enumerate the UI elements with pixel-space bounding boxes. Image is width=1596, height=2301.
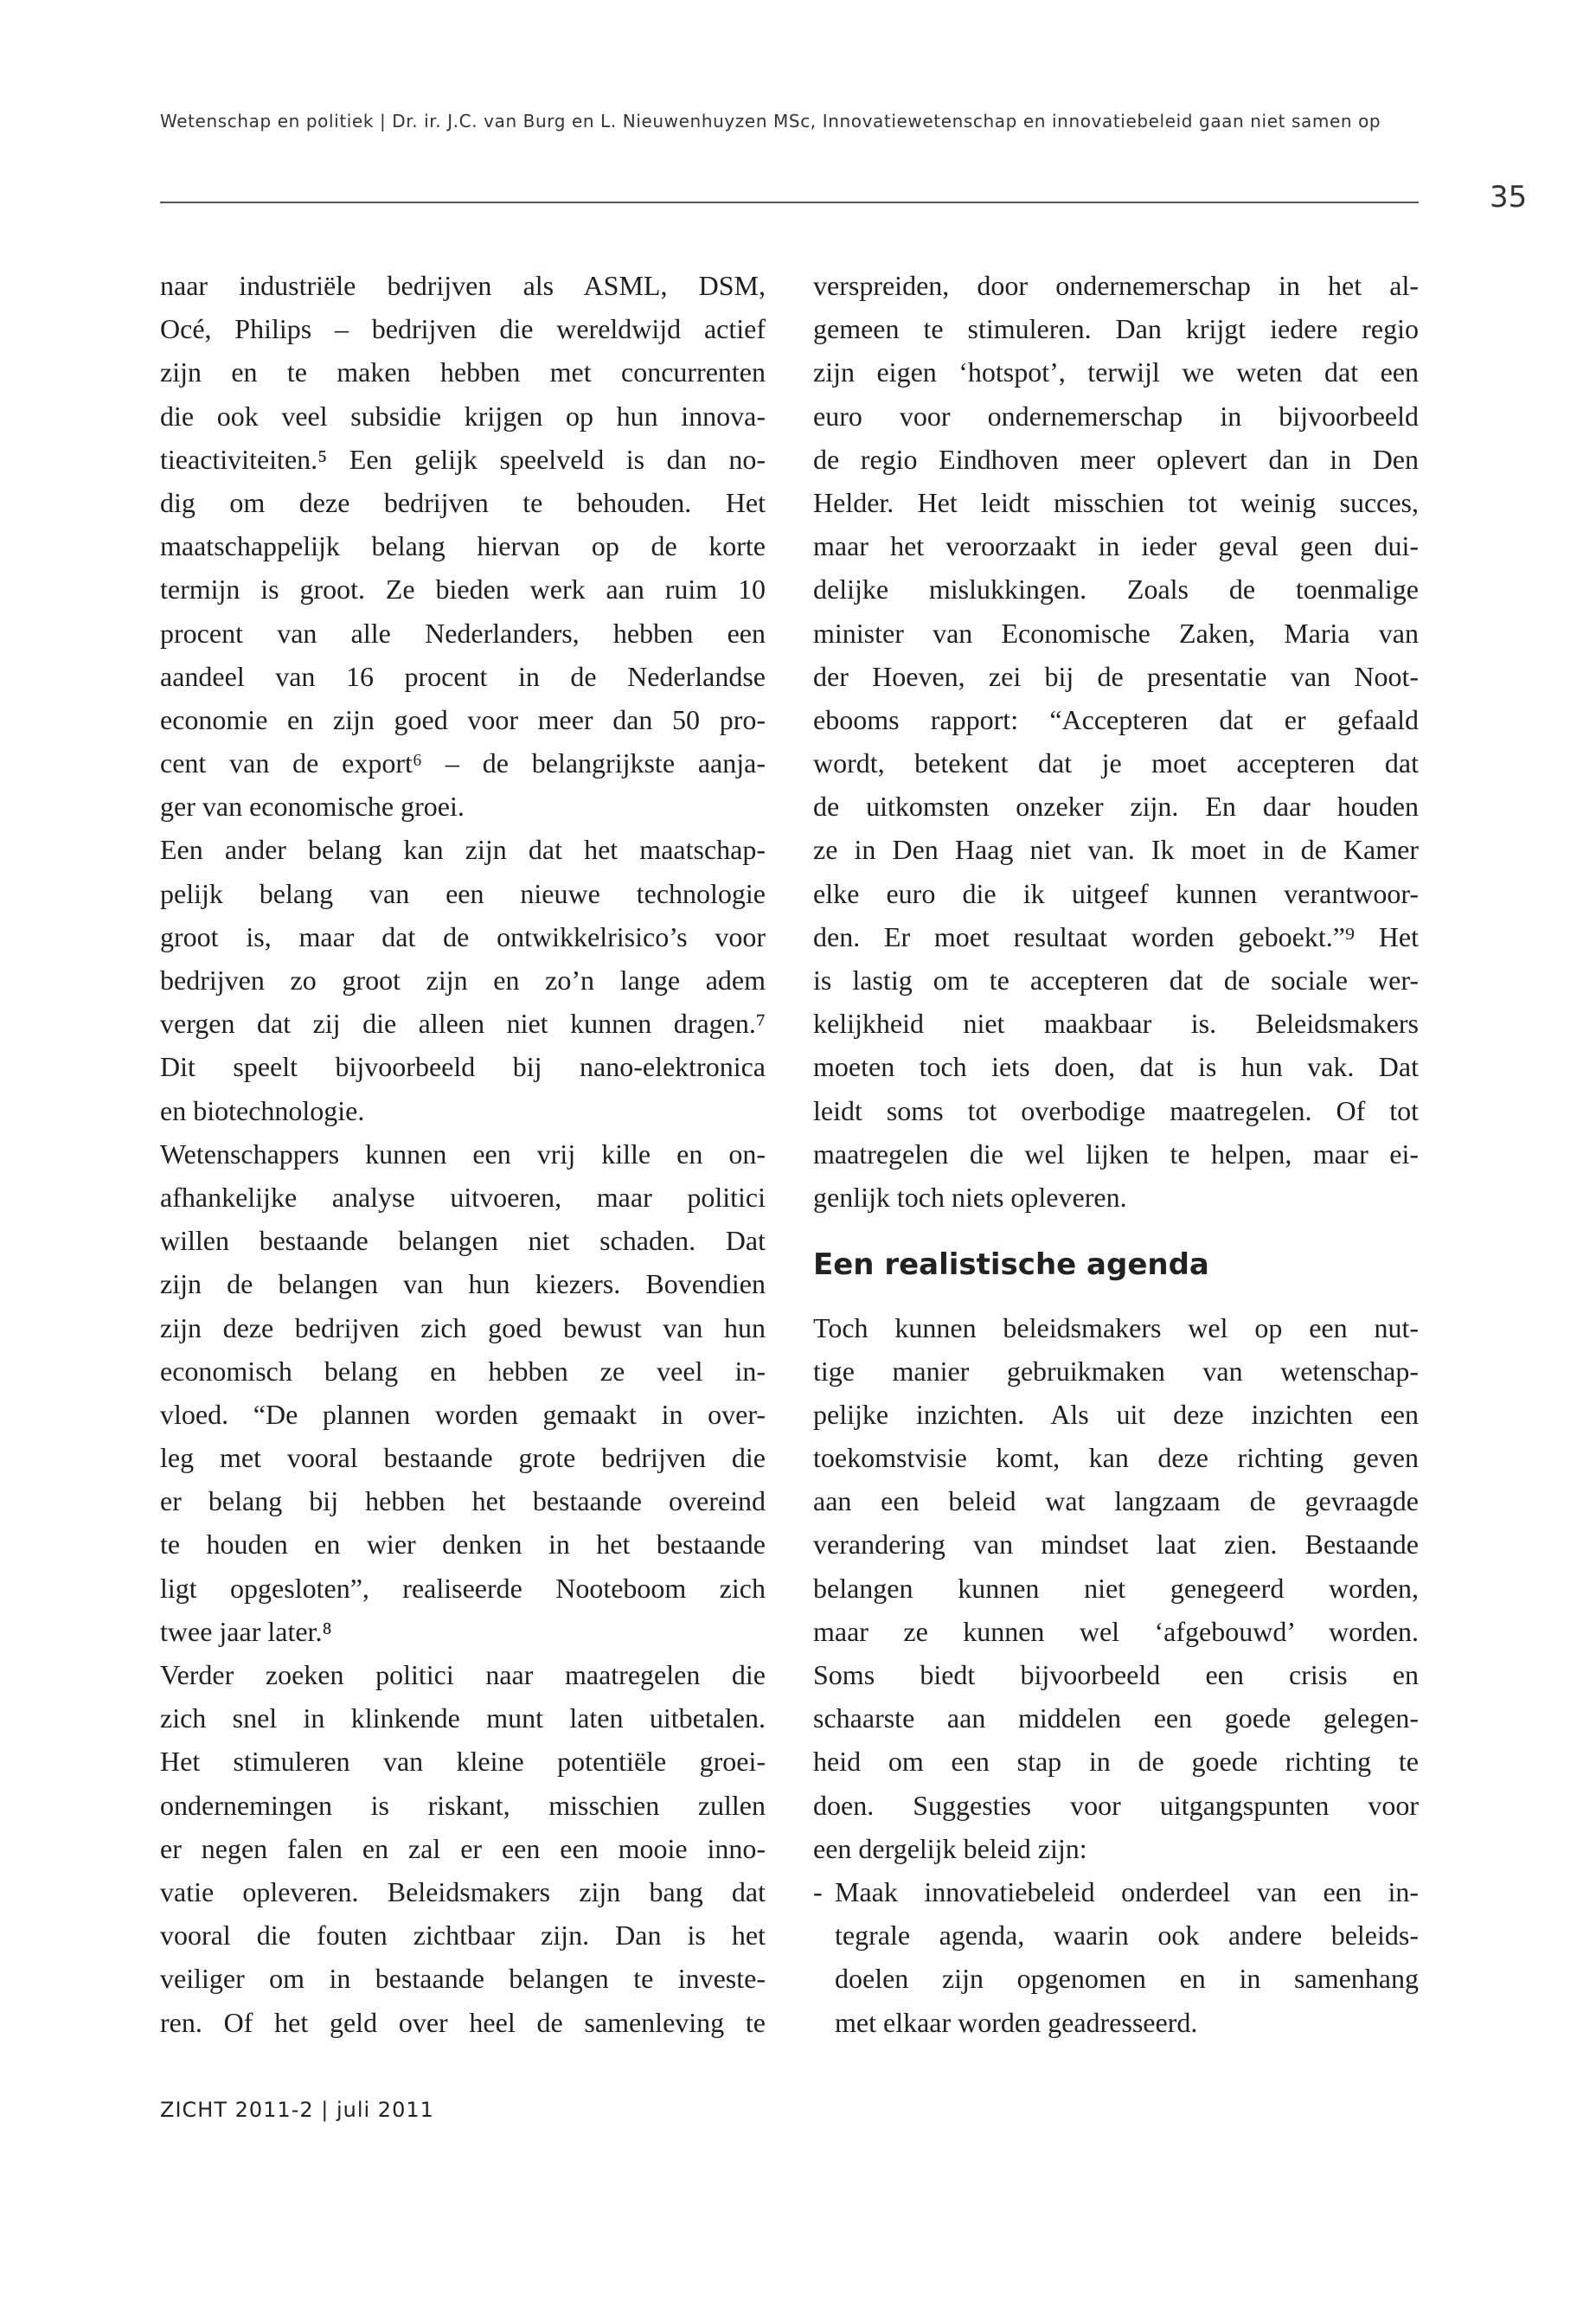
paragraph: [160, 264, 766, 828]
text-line: vergen dat zij die alleen niet kunnen dragen.⁷: [160, 1008, 766, 1040]
text-line: schaarste aan middelen een goede gelegen-: [813, 1702, 1419, 1734]
text-line: de regio Eindhoven meer oplevert dan in Den: [813, 443, 1419, 475]
text-line: elke euro die ik uitgeef kunnen verantwoor-: [813, 877, 1419, 909]
text-line: ger van economische groei.: [160, 791, 465, 823]
header-rule: [160, 202, 1419, 203]
text-line: Wetenschappers kunnen een vrij kille en on-: [160, 1138, 766, 1170]
text-line: ren. Of het geld over heel de samenleving te: [160, 2006, 766, 2038]
text-line: er negen falen en zal er een een mooie inno-: [160, 1832, 766, 1864]
text-line: Toch kunnen beleidsmakers wel op een nut-: [813, 1311, 1419, 1343]
text-line: Soms biedt bijvoorbeeld een crisis en: [813, 1659, 1419, 1691]
text-line: gemeen te stimuleren. Dan krijgt iedere regio: [813, 313, 1419, 345]
page-number: 35: [1490, 180, 1528, 215]
text-line: Een ander belang kan zijn dat het maatschap-: [160, 834, 766, 866]
text-line: die ook veel subsidie krijgen op hun innova-: [160, 400, 766, 432]
text-line: toekomstvisie komt, kan deze richting geven: [813, 1442, 1419, 1474]
section-heading: Een realistische agenda: [813, 1247, 1209, 1283]
text-line: willen bestaande belangen niet schaden. Dat: [160, 1225, 766, 1257]
paragraph: [160, 828, 766, 1131]
paragraph: [813, 1306, 1419, 1870]
text-line: leidt soms tot overbodige maatregelen. Of tot: [813, 1094, 1419, 1126]
text-line: tige manier gebruikmaken van wetenschap-: [813, 1355, 1419, 1387]
paragraph: [160, 1132, 766, 1653]
text-line: maatschappelijk belang hiervan op de korte: [160, 530, 766, 562]
text-line: procent van alle Nederlanders, hebben een: [160, 617, 766, 649]
text-line: doelen zijn opgenomen en in samenhang: [835, 1963, 1419, 1995]
footer: ZICHT 2011-2 | juli 2011: [160, 2098, 434, 2122]
text-line: leg met vooral bestaande grote bedrijven die: [160, 1442, 766, 1474]
text-line: termijn is groot. Ze bieden werk aan ruim 10: [160, 574, 766, 606]
text-line: economisch belang en hebben ze veel in-: [160, 1355, 766, 1387]
text-line: delijke mislukkingen. Zoals de toenmalige: [813, 574, 1419, 606]
text-line: dig om deze bedrijven te behouden. Het: [160, 486, 766, 518]
text-line: de uitkomsten onzeker zijn. En daar houden: [813, 791, 1419, 823]
text-line: genlijk toch niets opleveren.: [813, 1181, 1127, 1213]
text-line: ze in Den Haag niet van. Ik moet in de Kamer: [813, 834, 1419, 866]
text-line: pelijk belang van een nieuwe technologie: [160, 877, 766, 909]
text-line: ligt opgesloten”, realiseerde Nooteboom zich: [160, 1572, 766, 1604]
text-line: Dit speelt bijvoorbeeld bij nano-elektronica: [160, 1051, 766, 1083]
text-line: is lastig om te accepteren dat de sociale wer-: [813, 965, 1419, 996]
text-line: wordt, betekent dat je moet accepteren dat: [813, 747, 1419, 779]
text-line: zich snel in klinkende munt laten uitbetalen.: [160, 1702, 766, 1734]
text-line: cent van de export⁶ – de belangrijkste aanja-: [160, 747, 766, 779]
text-line: zijn deze bedrijven zich goed bewust van hun: [160, 1311, 766, 1343]
paragraph: [813, 264, 1419, 1219]
text-line: den. Er moet resultaat worden geboekt.”⁹ Het: [813, 920, 1419, 952]
text-line: verspreiden, door ondernemerschap in het al-: [813, 270, 1419, 301]
text-line: tegrale agenda, waarin ook andere beleids-: [835, 1920, 1419, 1952]
text-line: afhankelijke analyse uitvoeren, maar politici: [160, 1181, 766, 1213]
text-line: een dergelijk beleid zijn:: [813, 1832, 1087, 1864]
text-line: er belang bij hebben het bestaande overeind: [160, 1485, 766, 1517]
text-line: maar ze kunnen wel ‘afgebouwd’ worden.: [813, 1615, 1419, 1647]
text-line: heid om een stap in de goede richting te: [813, 1746, 1419, 1778]
text-line: euro voor ondernemerschap in bijvoorbeeld: [813, 400, 1419, 432]
section-heading-wrap: [813, 1219, 1419, 1305]
text-line: maar het veroorzaakt in ieder geval geen dui-: [813, 530, 1419, 562]
text-line: ondernemingen is riskant, misschien zullen: [160, 1789, 766, 1821]
text-line: vatie opleveren. Beleidsmakers zijn bang dat: [160, 1875, 766, 1907]
text-line: der Hoeven, zei bij de presentatie van Noot-: [813, 660, 1419, 692]
text-line: vooral die fouten zichtbaar zijn. Dan is het: [160, 1920, 766, 1952]
text-line: naar industriële bedrijven als ASML, DSM,: [160, 270, 766, 301]
paragraph: [160, 1653, 766, 2044]
text-line: zijn en te maken hebben met concurrenten: [160, 356, 766, 388]
text-line: pelijke inzichten. Als uit deze inzichten een: [813, 1398, 1419, 1430]
text-line: met elkaar worden geadresseerd.: [835, 2006, 1198, 2038]
text-line: zijn de belangen van hun kiezers. Bovendien: [160, 1268, 766, 1300]
text-line: zijn eigen ‘hotspot’, terwijl we weten dat een: [813, 356, 1419, 388]
text-line: vloed. “De plannen worden gemaakt in over-: [160, 1398, 766, 1430]
text-line: Maak innovatiebeleid onderdeel van een in-: [835, 1875, 1419, 1907]
bullet-list: [813, 1870, 1419, 2044]
text-line: moeten toch iets doen, dat is hun vak. Dat: [813, 1051, 1419, 1083]
text-line: groot is, maar dat de ontwikkelrisico’s voor: [160, 920, 766, 952]
text-line: belangen kunnen niet genegeerd worden,: [813, 1572, 1419, 1604]
left-column: [160, 264, 766, 2044]
running-head: Wetenschap en politiek | Dr. ir. J.C. van Burg en L. Nieuwenhuyzen MSc, Innovatiewetenschap en innovatiebeleid gaan niet samen op: [160, 111, 1381, 131]
list-item: [813, 1870, 1419, 2044]
text-line: Het stimuleren van kleine potentiële groei-: [160, 1746, 766, 1778]
text-line: ebooms rapport: “Accepteren dat er gefaald: [813, 703, 1419, 735]
text-line: twee jaar later.⁸: [160, 1615, 332, 1647]
bullet-dash: -: [813, 1875, 823, 1907]
text-line: doen. Suggesties voor uitgangspunten voor: [813, 1789, 1419, 1821]
text-line: maatregelen die wel lijken te helpen, maar ei-: [813, 1138, 1419, 1170]
text-line: kelijkheid niet maakbaar is. Beleidsmakers: [813, 1008, 1419, 1040]
text-line: te houden en wier denken in het bestaande: [160, 1529, 766, 1561]
text-line: economie en zijn goed voor meer dan 50 pro-: [160, 703, 766, 735]
text-line: Océ, Philips – bedrijven die wereldwijd actief: [160, 313, 766, 345]
text-line: en biotechnologie.: [160, 1094, 365, 1126]
text-line: veiliger om in bestaande belangen te investe-: [160, 1963, 766, 1995]
text-line: aan een beleid wat langzaam de gevraagde: [813, 1485, 1419, 1517]
text-line: Helder. Het leidt misschien tot weinig succes,: [813, 486, 1419, 518]
text-line: bedrijven zo groot zijn en zo’n lange adem: [160, 965, 766, 996]
right-column: [813, 264, 1419, 2044]
text-line: tieactiviteiten.⁵ Een gelijk speelveld is dan no-: [160, 443, 766, 475]
text-line: minister van Economische Zaken, Maria van: [813, 617, 1419, 649]
text-line: aandeel van 16 procent in de Nederlandse: [160, 660, 766, 692]
text-line: verandering van mindset laat zien. Bestaande: [813, 1529, 1419, 1561]
text-line: Verder zoeken politici naar maatregelen die: [160, 1659, 766, 1690]
